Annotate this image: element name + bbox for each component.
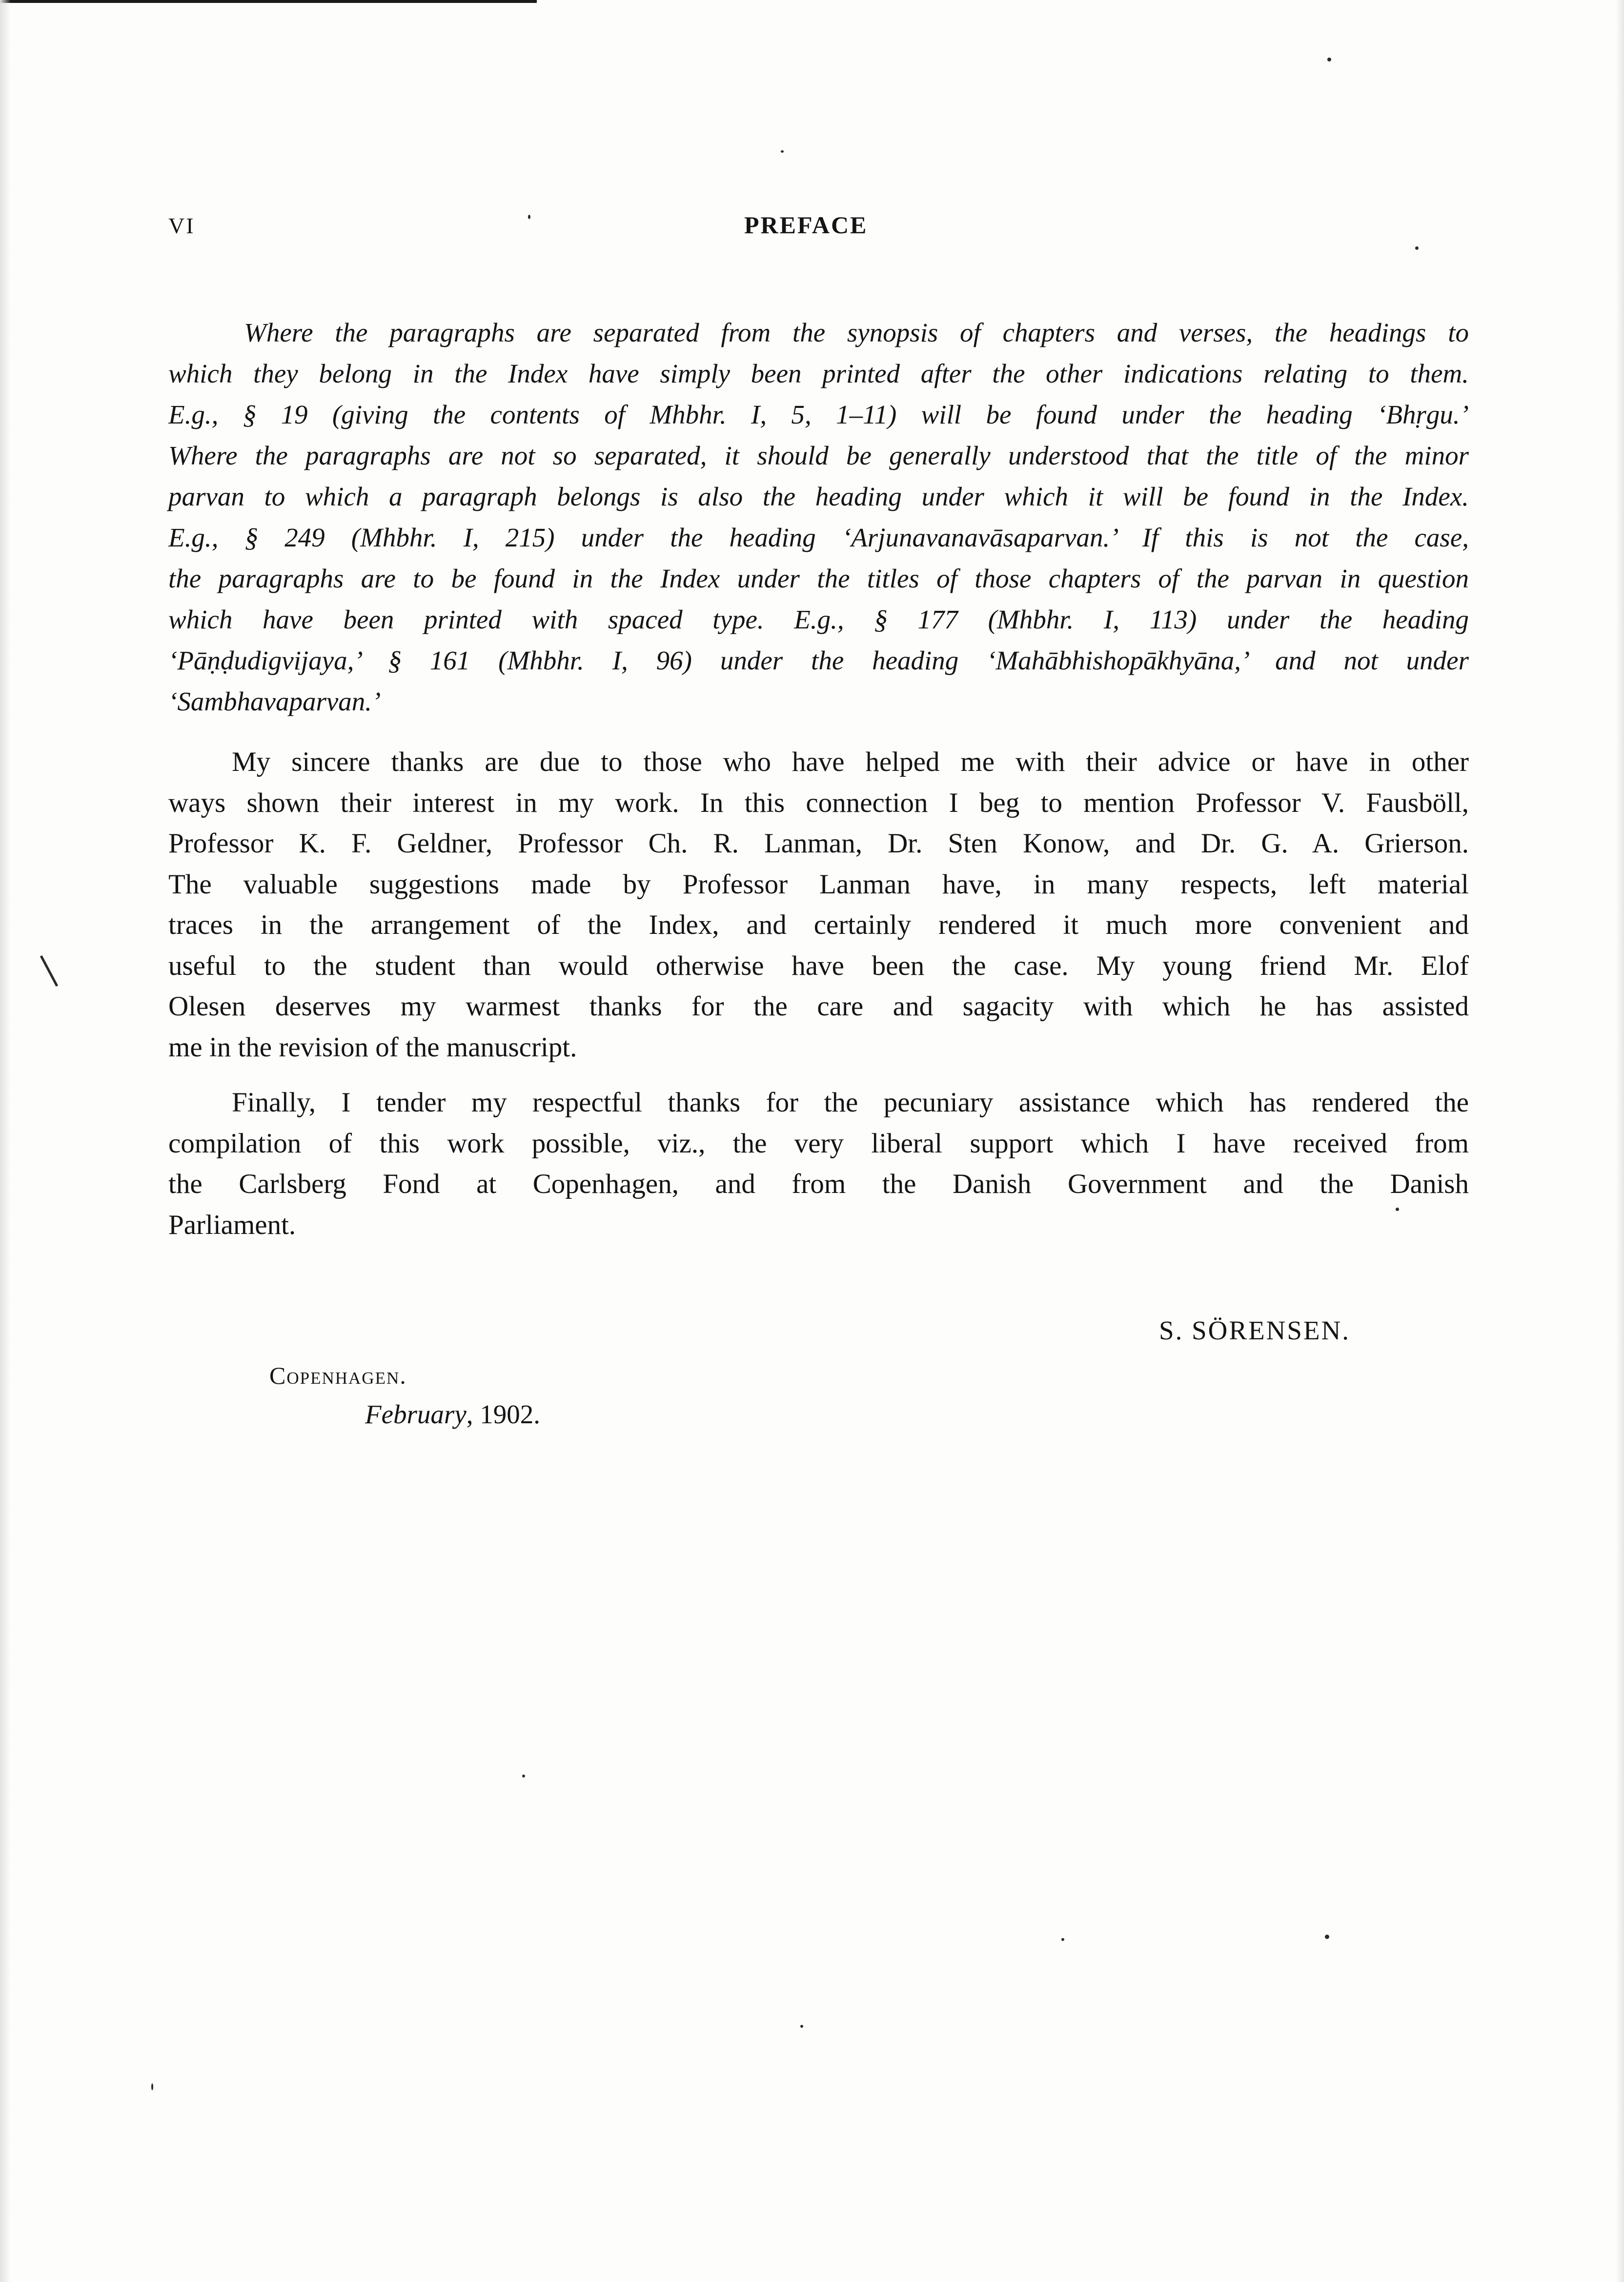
- scan-speck: [151, 2083, 153, 2090]
- page-right-shadow: [1616, 0, 1624, 2282]
- scan-speck: [1325, 1935, 1329, 1939]
- italic-line: which have been printed with spaced type. E.g., § 177 (Mhbhr. I, 113) under the heading: [168, 605, 1469, 634]
- scan-speck: [800, 2025, 803, 2028]
- thanks-line: me in the revision of the manuscript.: [168, 1031, 577, 1063]
- dateline-month: February: [365, 1399, 467, 1429]
- author-signature: S. SÖRENSEN.: [1159, 1315, 1351, 1345]
- scan-speck: [781, 150, 784, 153]
- scan-speck: [528, 215, 530, 219]
- page-title: PREFACE: [744, 211, 868, 239]
- italic-line: the paragraphs are to be found in the Index under the titles of those chapters of the parvan in question: [168, 564, 1469, 593]
- margin-mark: [40, 955, 58, 987]
- dateline-date: [365, 1399, 540, 1430]
- dateline-year: , 1902.: [466, 1399, 540, 1429]
- italic-line: which they belong in the Index have simply been printed after the other indications relating to them.: [168, 359, 1469, 388]
- page-number: VI: [168, 213, 195, 238]
- thanks-line: traces in the arrangement of the Index, and certainly rendered it much more convenient and: [168, 909, 1469, 940]
- italic-line: parvan to which a paragraph belongs is also the heading under which it will be found in the Index.: [168, 482, 1469, 511]
- thanks-line: The valuable suggestions made by Professor Lanman have, in many respects, left material: [168, 868, 1469, 900]
- thanks-line: useful to the student than would otherwise have been the case. My young friend Mr. Elof: [168, 950, 1469, 981]
- scan-speck: [1327, 58, 1331, 61]
- final-line: Parliament.: [168, 1209, 296, 1240]
- italic-line: ‘Sambhavaparvan.’: [168, 687, 381, 716]
- final-line: Finally, I tender my respectful thanks for the pecuniary assistance which has rendered the: [232, 1087, 1469, 1118]
- thanks-line: My sincere thanks are due to those who have helped me with their advice or have in other: [232, 747, 1469, 777]
- dateline-place: Copenhagen.: [269, 1362, 407, 1389]
- scan-edge-bar: [0, 0, 537, 3]
- final-line: the Carlsberg Fond at Copenhagen, and from the Danish Government and the Danish: [168, 1169, 1469, 1199]
- scan-speck: [1061, 1938, 1064, 1941]
- thanks-line: Professor K. F. Geldner, Professor Ch. R. Lanman, Dr. Sten Konow, and Dr. G. A. Grierson.: [168, 828, 1469, 859]
- scan-speck: [522, 1775, 525, 1777]
- page-left-shadow: [0, 0, 11, 2282]
- final-paragraph: [168, 1082, 1469, 1245]
- italic-line: Where the paragraphs are separated from the synopsis of chapters and verses, the headings to: [244, 318, 1469, 347]
- italic-line: ‘Pāṇḍudigvijaya,’ § 161 (Mhbhr. I, 96) under the heading ‘Mahābhishopākhyāna,’ and not under: [168, 646, 1469, 675]
- scan-speck: [1415, 246, 1419, 250]
- italic-line: E.g., § 19 (giving the contents of Mhbhr. I, 5, 1–11) will be found under the heading ‘Bhṛgu.’: [168, 400, 1469, 429]
- italic-paragraph: [168, 312, 1469, 722]
- thanks-paragraph: [168, 742, 1469, 1068]
- final-line: compilation of this work possible, viz., the very liberal support which I have received from: [168, 1128, 1469, 1159]
- italic-line: E.g., § 249 (Mhbhr. I, 215) under the heading ‘Arjunavanavāsaparvan.’ If this is not the case,: [168, 523, 1469, 552]
- thanks-line: Olesen deserves my warmest thanks for the care and sagacity with which he has assisted: [168, 991, 1469, 1022]
- italic-line: Where the paragraphs are not so separated, it should be generally understood that the title of the minor: [168, 441, 1469, 470]
- thanks-line: ways shown their interest in my work. In this connection I beg to mention Professor V. Fausböll,: [168, 787, 1469, 818]
- scan-speck: [1396, 1208, 1399, 1211]
